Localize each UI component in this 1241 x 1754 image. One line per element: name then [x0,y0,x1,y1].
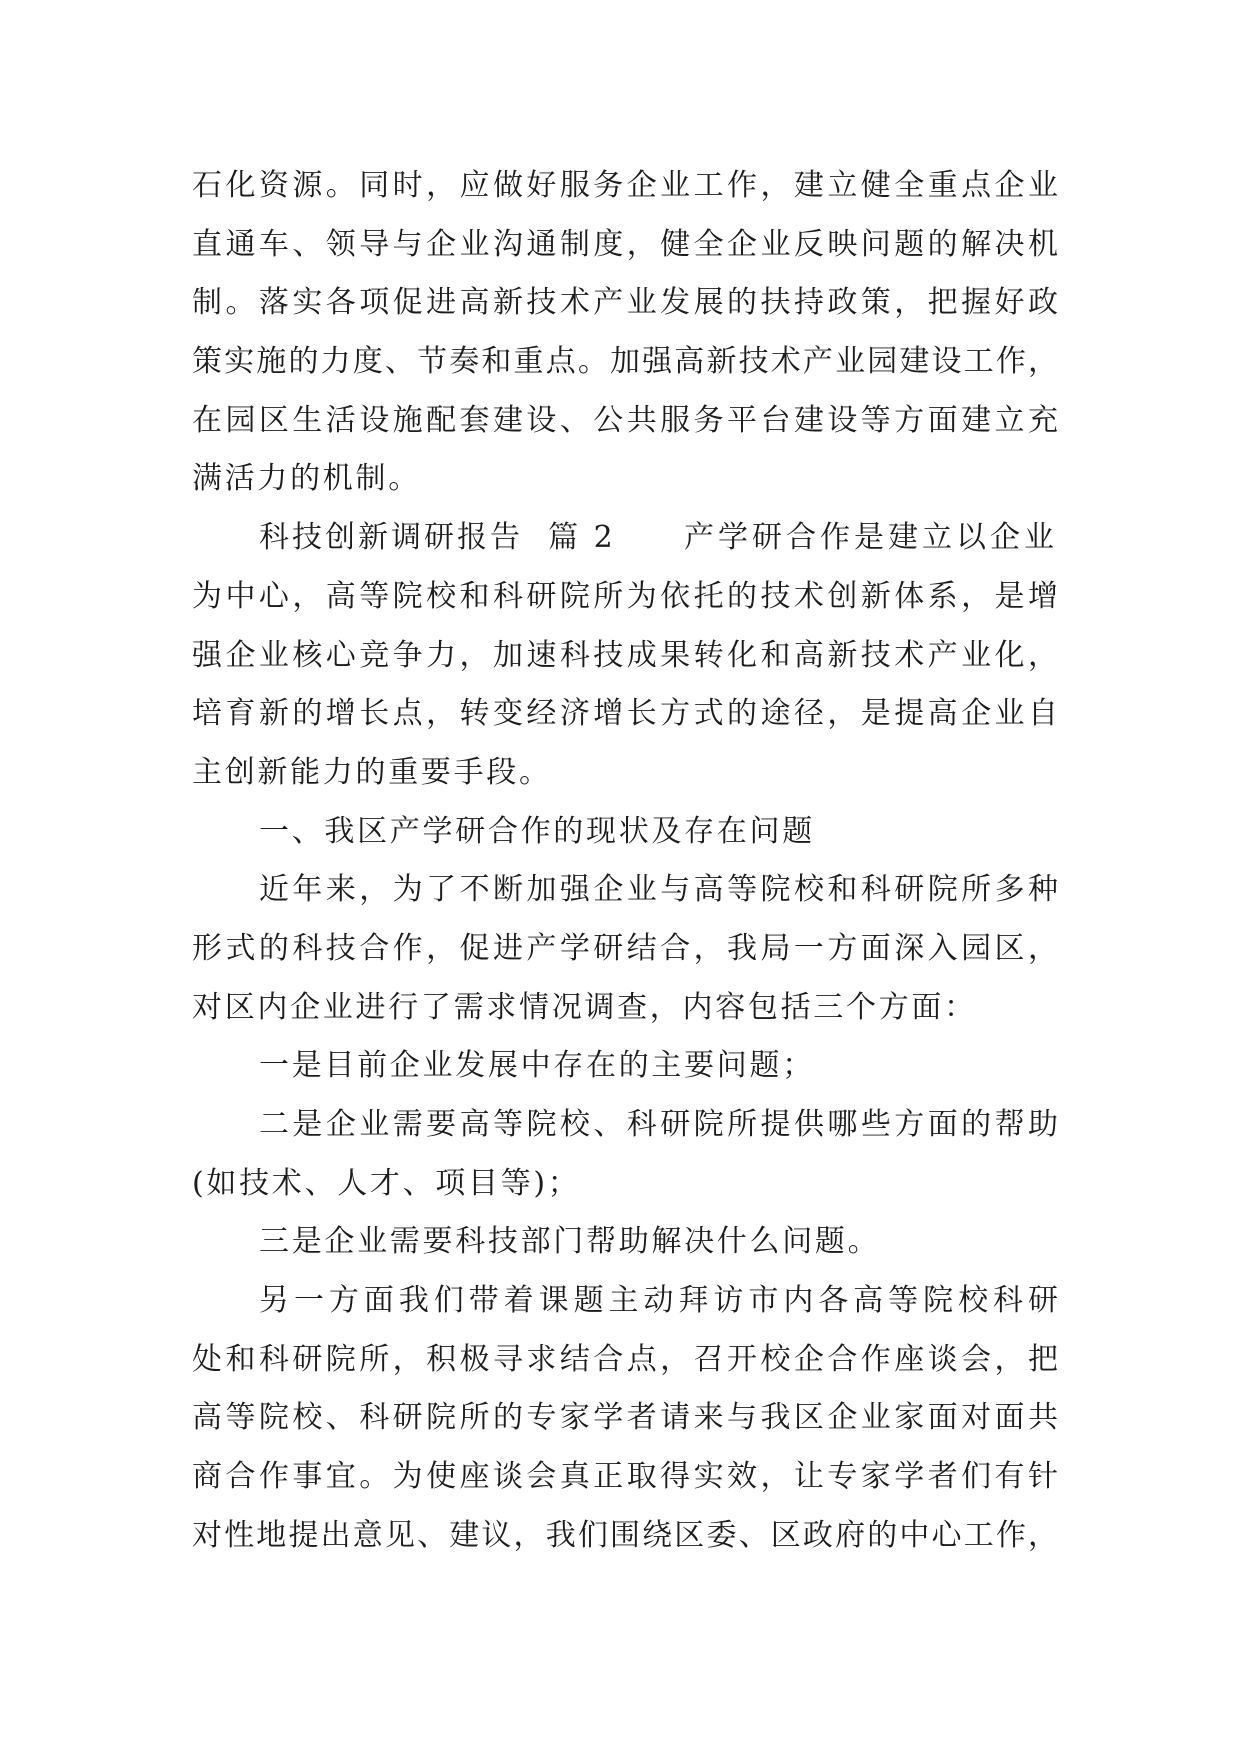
list-item: 一是目前企业发展中存在的主要问题； [259,1048,815,1084]
text-line: 策实施的力度、节奏和重点。加强高新技术产业园建设工作， [192,344,1058,380]
text-line: 近年来，为了不断加强企业与高等院校和科研院所多种 [259,872,1058,908]
text-line: 满活力的机制。 [192,461,421,497]
article-title: 科技创新调研报告 篇 2 [259,520,616,556]
article-heading-line [192,509,1058,568]
text-line: 在园区生活设施配套建设、公共服务平台建设等方面建立充 [192,402,1058,438]
text-line: 产学研合作是建立以企业 [684,520,1058,556]
text-line: 主创新能力的重要手段。 [192,754,552,790]
text-line: 石化资源。同时，应做好服务企业工作，建立健全重点企业 [192,168,1058,203]
text-line: 对性地提出意见、建议，我们围绕区委、区政府的中心工作， [192,1517,1058,1553]
document-body [192,157,1058,1566]
text-line: 强企业核心竞争力，加速科技成果转化和高新技术产业化， [192,637,1058,673]
list-item: 二是企业需要高等院校、科研院所提供哪些方面的帮助 [259,1107,1058,1142]
list-item: 三是企业需要科技部门帮助解决什么问题。 [259,1224,881,1260]
text-line: 制。落实各项促进高新技术产业发展的扶持政策，把握好政 [192,285,1058,321]
text-line: 处和科研院所，积极寻求结合点，召开校企合作座谈会，把 [192,1341,1058,1377]
section-heading: 一、我区产学研合作的现状及存在问题 [259,813,815,849]
text-line: 高等院校、科研院所的专家学者请来与我区企业家面对面共 [192,1400,1058,1436]
text-line: 为中心，高等院校和科研院所为依托的技术创新体系，是增 [192,578,1058,614]
text-line: (如技术、人才、项目等)； [192,1165,581,1201]
text-line: 对区内企业进行了需求情况调查，内容包括三个方面： [192,989,977,1025]
text-line: 直通车、领导与企业沟通制度，健全企业反映问题的解决机 [192,226,1058,262]
text-line: 形式的科技合作，促进产学研结合，我局一方面深入园区， [192,930,1058,966]
text-line: 商合作事宜。为使座谈会真正取得实效，让专家学者们有针 [192,1459,1058,1495]
text-line: 培育新的增长点，转变经济增长方式的途径，是提高企业自 [192,696,1058,732]
text-line: 另一方面我们带着课题主动拜访市内各高等院校科研 [259,1283,1058,1319]
